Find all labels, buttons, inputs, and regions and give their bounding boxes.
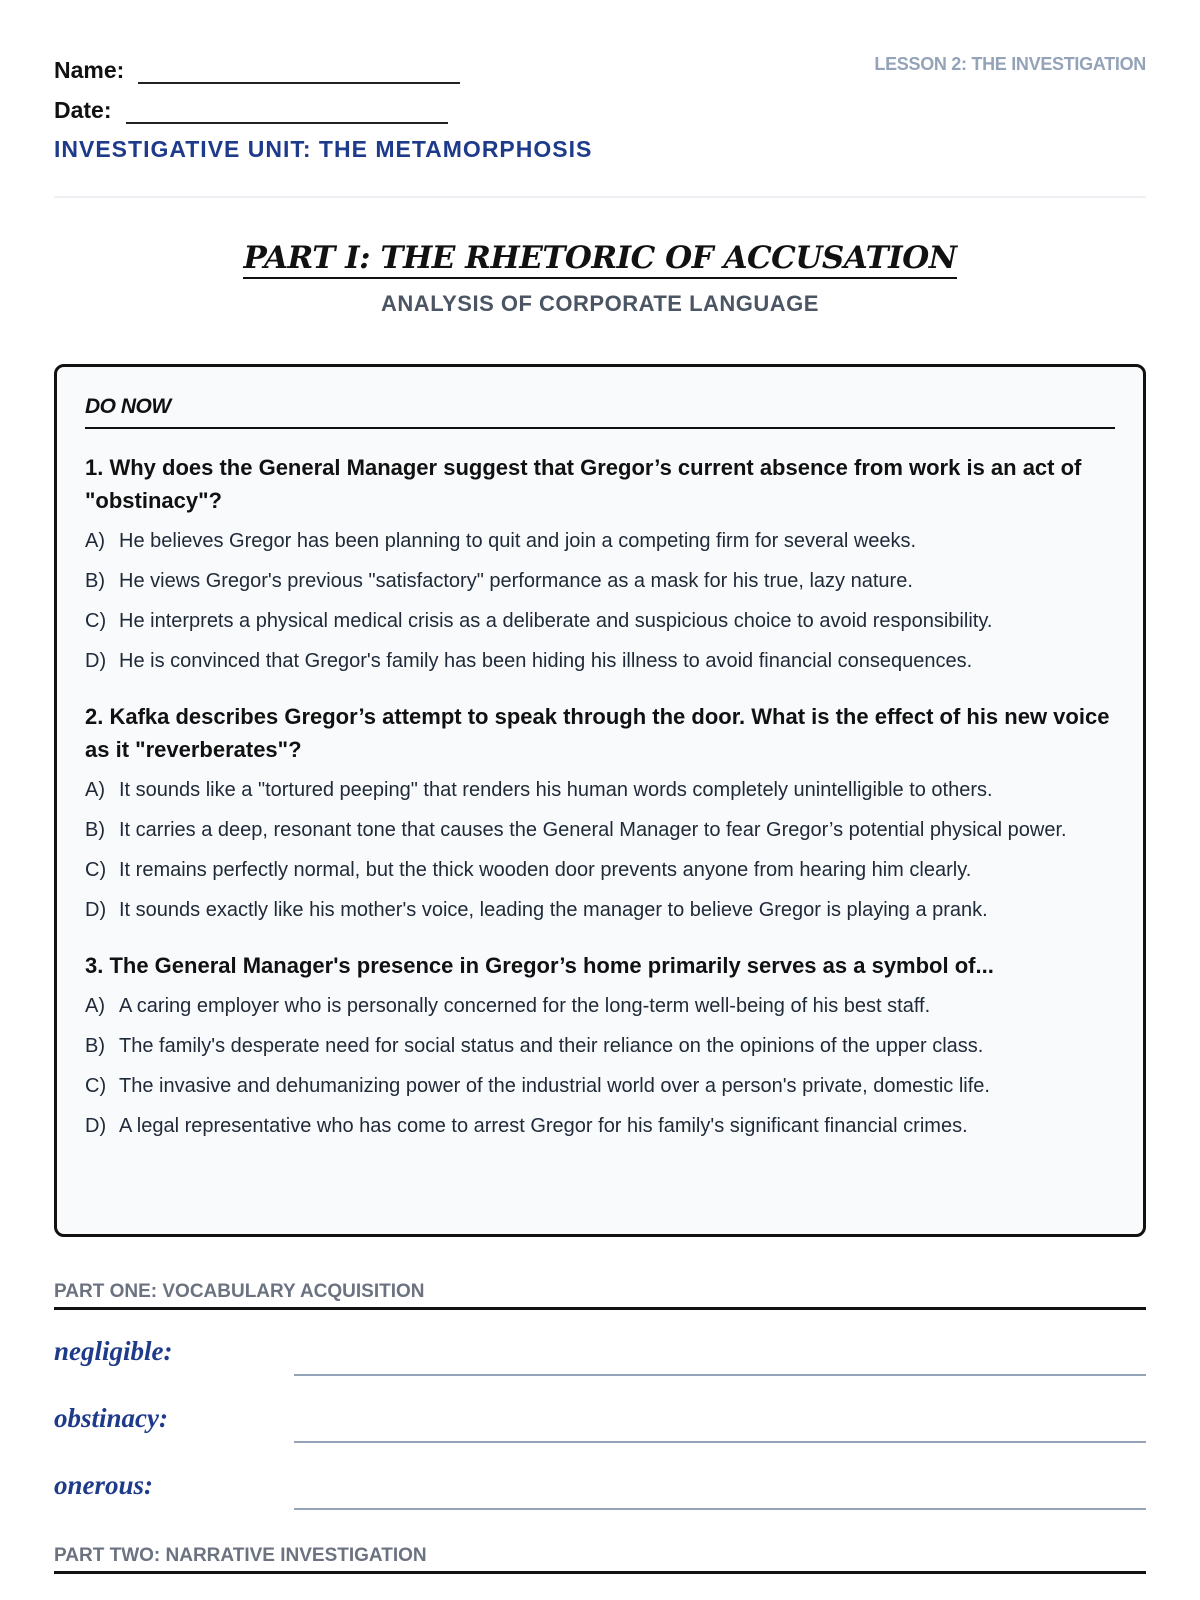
answer-option-c[interactable] xyxy=(85,605,1115,638)
question-1 xyxy=(85,451,1115,678)
answer-option-d[interactable] xyxy=(85,1110,1115,1143)
vocab-answer-line[interactable] xyxy=(294,1441,1146,1443)
option-text: It sounds exactly like his mother's voice, leading the manager to believe Gregor is playing a prank. xyxy=(119,899,988,921)
vocab-term: negligible: xyxy=(54,1336,173,1366)
option-text: The invasive and dehumanizing power of the industrial world over a person's private, domestic life. xyxy=(119,1075,990,1097)
vocab-row xyxy=(54,1336,1146,1376)
option-letter: C) xyxy=(85,859,107,881)
name-input-line[interactable] xyxy=(138,56,460,84)
answer-option-a[interactable] xyxy=(85,525,1115,558)
option-text: A caring employer who is personally concerned for the long-term well-being of his best staff. xyxy=(119,995,931,1017)
part-heading xyxy=(54,240,1146,317)
vocab-answer-line[interactable] xyxy=(294,1374,1146,1376)
question-text: 1. Why does the General Manager suggest that Gregor’s current absence from work is an act of "obstinacy"? xyxy=(85,455,1082,513)
option-text: He believes Gregor has been planning to quit and join a competing firm for several weeks. xyxy=(119,530,917,552)
option-text: He is convinced that Gregor's family has been hiding his illness to avoid financial consequences. xyxy=(119,650,973,672)
question-text: 3. The General Manager's presence in Gregor’s home primarily serves as a symbol of... xyxy=(85,953,994,978)
date-field-row xyxy=(54,96,448,124)
part-two-heading: PART TWO: NARRATIVE INVESTIGATION xyxy=(54,1545,1146,1574)
question-3 xyxy=(85,949,1115,1143)
lesson-label: LESSON 2: THE INVESTIGATION xyxy=(874,54,1146,74)
option-letter: C) xyxy=(85,610,107,632)
option-letter: B) xyxy=(85,1035,105,1057)
vocab-row xyxy=(54,1470,1146,1510)
worksheet-page xyxy=(54,0,1146,1566)
answer-option-a[interactable] xyxy=(85,990,1115,1023)
answer-option-c[interactable] xyxy=(85,854,1115,887)
name-label: Name: xyxy=(54,57,125,83)
option-letter: B) xyxy=(85,819,105,841)
name-field-row xyxy=(54,56,460,84)
option-text: He views Gregor's previous "satisfactory" performance as a mask for his true, lazy nature. xyxy=(119,570,913,592)
option-letter: A) xyxy=(85,779,105,801)
worksheet-header xyxy=(54,0,1146,198)
option-letter: D) xyxy=(85,899,107,921)
option-letter: A) xyxy=(85,530,105,552)
part-subtitle: ANALYSIS OF CORPORATE LANGUAGE xyxy=(381,291,819,316)
vocab-term: obstinacy: xyxy=(54,1403,168,1433)
answer-option-b[interactable] xyxy=(85,814,1115,847)
part-title: PART I: THE RHETORIC OF ACCUSATION xyxy=(243,240,956,279)
option-letter: D) xyxy=(85,1115,107,1137)
option-text: It carries a deep, resonant tone that causes the General Manager to fear Gregor’s potential physical power. xyxy=(119,819,1067,841)
option-text: A legal representative who has come to arrest Gregor for his family's significant financial crimes. xyxy=(119,1115,968,1137)
option-letter: B) xyxy=(85,570,105,592)
vocab-answer-line[interactable] xyxy=(294,1508,1146,1510)
answer-option-d[interactable] xyxy=(85,645,1115,678)
answer-option-b[interactable] xyxy=(85,565,1115,598)
date-label: Date: xyxy=(54,97,112,123)
question-2 xyxy=(85,700,1115,927)
answer-option-c[interactable] xyxy=(85,1070,1115,1103)
vocab-row xyxy=(54,1403,1146,1443)
part-one-heading: PART ONE: VOCABULARY ACQUISITION xyxy=(54,1281,1146,1310)
option-text: He interprets a physical medical crisis as a deliberate and suspicious choice to avoid responsibility. xyxy=(119,610,993,632)
date-input-line[interactable] xyxy=(126,96,448,124)
unit-title: INVESTIGATIVE UNIT: THE METAMORPHOSIS xyxy=(54,136,593,162)
answer-option-d[interactable] xyxy=(85,894,1115,927)
option-text: It remains perfectly normal, but the thick wooden door prevents anyone from hearing him clearly. xyxy=(119,859,972,881)
do-now-label: DO NOW xyxy=(85,395,1115,429)
option-letter: C) xyxy=(85,1075,107,1097)
option-letter: A) xyxy=(85,995,105,1017)
option-text: It sounds like a "tortured peeping" that renders his human words completely unintelligible to others. xyxy=(119,779,993,801)
answer-option-b[interactable] xyxy=(85,1030,1115,1063)
vocab-term: onerous: xyxy=(54,1470,154,1500)
answer-option-a[interactable] xyxy=(85,774,1115,807)
question-text: 2. Kafka describes Gregor’s attempt to speak through the door. What is the effect of his new voice as it "reverberates"? xyxy=(85,704,1110,762)
do-now-box xyxy=(54,364,1146,1237)
option-text: The family's desperate need for social status and their reliance on the opinions of the upper class. xyxy=(119,1035,984,1057)
option-letter: D) xyxy=(85,650,107,672)
